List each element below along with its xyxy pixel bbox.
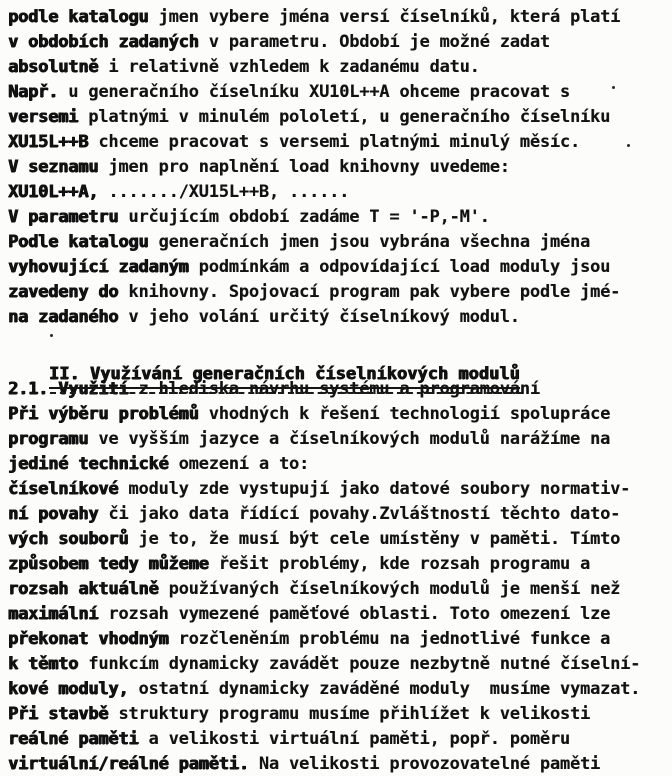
text-line: XU15L++B chceme pracovat s versemi platnými minulý měsíc. <box>8 132 580 152</box>
text-line: V parametru určujícím období zadáme T = '-P,-M'. <box>8 207 490 227</box>
text-line: absolutně i relativně vzhledem k zadanému datu. <box>8 57 480 77</box>
ink-speck <box>50 334 53 337</box>
text-line: versemi platnými v minulém pololetí, u generačního číselníku <box>8 107 611 127</box>
text-line: ní povahy či jako data řídící povahy.Zvláštností těchto dato- <box>8 504 621 524</box>
paragraph-intro <box>0 0 672 330</box>
paragraph-body <box>0 377 672 776</box>
section-heading-row <box>0 337 672 384</box>
text-line: vyhovující zadaným podmínkám a odpovídající load moduly jsou <box>8 257 611 277</box>
text-line: překonat vhodným rozčleněním problému na jednotlivé funkce a <box>8 629 611 649</box>
text-line: Podle katalogu generačních jmen jsou vybrána všechna jména <box>8 232 591 252</box>
text-line: způsobem tedy můžeme řešit problémy, kde rozsah programu a <box>8 554 591 574</box>
text-line: virtuální/reálné paměti. Na velikosti provozovatelné paměti <box>8 754 601 774</box>
text-line: vých souborů je to, že musí být cele umístěny v paměti. Tímto <box>8 529 621 549</box>
text-line: 2.1. Využití z hlediska návrhu systému a programování <box>8 379 540 399</box>
text-line: Při stavbě struktury programu musíme přihlížet k velikosti <box>8 704 591 724</box>
text-line: zavedeny do knihovny. Spojovací program pak vybere podle jmé- <box>8 282 621 302</box>
text-line: Např. u generačního číselníku XU10L++A ohceme pracovat s <box>8 82 570 102</box>
text-line: XU10L++A, ......./XU15L++B, ...... <box>8 182 350 202</box>
text-line: maximální rozsah vymezené paměťové oblasti. Toto omezení lze <box>8 604 611 624</box>
text-line: na zadaného v jeho volání určitý číselníkový modul. <box>8 307 520 327</box>
text-line: v obdobích zadaných v parametru. Období je možné zadat <box>8 32 550 52</box>
text-line: k těmto funkcím dynamicky zavádět pouze nezbytně nutné číselní- <box>8 654 641 674</box>
text-line: Při výběru problémů vhodných k řešení technologií spolupráce <box>8 404 611 424</box>
text-line: jediné technické omezení a to: <box>8 454 310 474</box>
text-line: programu ve vyšším jazyce a číselníkových modulů narážíme na <box>8 429 611 449</box>
text-line: podle katalogu jmen vybere jména versí číselníků, která platí <box>8 7 621 27</box>
text-line: kové moduly, ostatní dynamicky zaváděné moduly musíme vymazat. <box>8 679 641 699</box>
text-line: V seznamu jmen pro naplnění load knihovny uvedeme: <box>8 157 510 177</box>
text-line: reálné paměti a velikosti virtuální paměti, popř. poměru <box>8 729 570 749</box>
ink-speck <box>612 86 615 89</box>
text-line: rozsah aktuálně používaných číselníkových modulů je menší než <box>8 579 621 599</box>
section-heading: II. Využívání generačních číselníkových modulů <box>49 362 520 389</box>
ink-speck <box>627 144 630 147</box>
text-line: číselníkové moduly zde vystupují jako datové soubory normativ- <box>8 479 631 499</box>
